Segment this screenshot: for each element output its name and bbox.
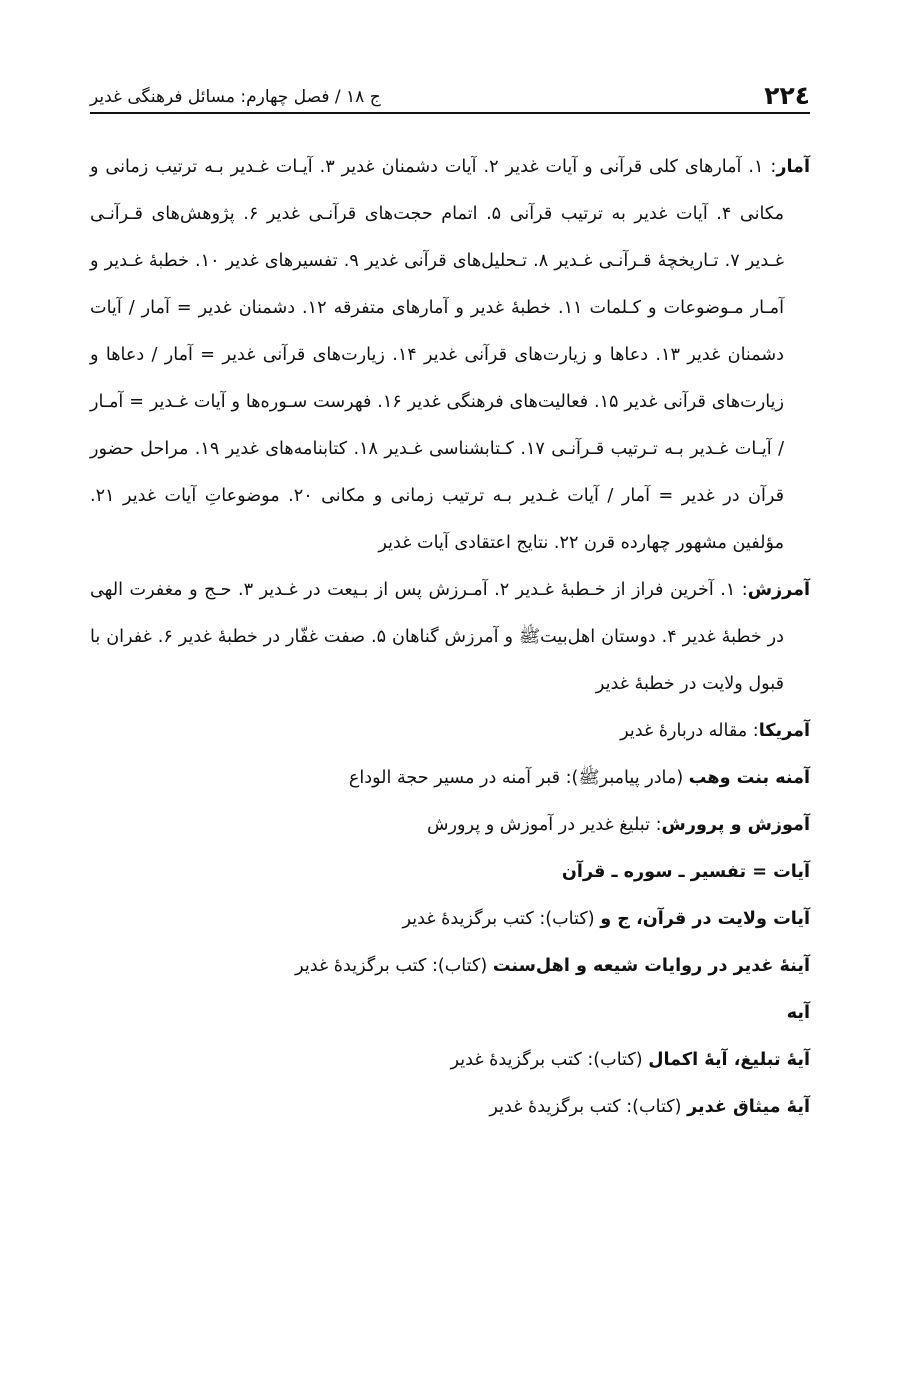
entry-term: آمرزش	[747, 580, 810, 600]
running-head: ج ۱۸ / فصل چهارم: مسائل فرهنگی غدیر	[90, 87, 381, 107]
entry-term: آمریکا	[758, 721, 810, 741]
index-entry-ayeh-misagh	[90, 1084, 810, 1131]
entry-term: آیهٔ تبلیغ، آیهٔ اکمال	[648, 1050, 810, 1070]
entry-term: آیات = تفسیر ـ سوره ـ قرآن	[561, 862, 810, 882]
index-entry-america	[90, 708, 810, 755]
index-entry-education	[90, 802, 810, 849]
index-entry-amar	[90, 144, 810, 567]
entry-text: : ۱. آخرین فراز از خـطبهٔ غـدیر ۲. آمـرزش پس از بـیعت در غـدیر ۳. حـج و مغفرت الهی در خطبهٔ غدیر ۴. دوستان اهل‌بیت‌ﷺ و آمرزش گناهان ۵. صفت غفّار در خطبهٔ غدیر ۶. غفران با قبول ولایت در خطبهٔ غدیر	[90, 580, 784, 694]
index-body	[90, 144, 810, 1131]
entry-term: آیه	[786, 1003, 810, 1023]
entry-text: (کتاب): کتب برگزیدهٔ غدیر	[295, 956, 493, 976]
entry-text: (کتاب): کتب برگزیدهٔ غدیر	[402, 909, 601, 929]
entry-term: آینهٔ غدیر در روایات شیعه و اهل‌سنت	[492, 956, 810, 976]
entry-text: (کتاب): کتب برگزیدهٔ غدیر	[489, 1097, 688, 1117]
entry-term: آمار	[776, 157, 810, 177]
entry-term: آیات ولایت در قرآن، ج و	[600, 909, 810, 929]
entry-text: (مادر پیامبرﷺ): قبر آمنه در مسیر حجة الوداع	[348, 768, 689, 788]
book-page	[90, 62, 810, 1131]
entry-text: (کتاب): کتب برگزیدهٔ غدیر	[450, 1050, 649, 1070]
index-entry-ameneh	[90, 755, 810, 802]
entry-term: آموزش و پرورش	[661, 815, 810, 835]
entry-text: : تبلیغ غدیر در آموزش و پرورش	[427, 815, 662, 835]
page-number: ۲۲٤	[764, 81, 810, 110]
index-entry-ayat-velayat	[90, 896, 810, 943]
index-entry-ayeneh-ghadir	[90, 943, 810, 990]
index-entry-ayat	[90, 849, 810, 896]
index-entry-ayeh	[90, 990, 810, 1037]
entry-text: : مقاله دربارهٔ غدیر	[620, 721, 759, 741]
entry-term: آمنه بنت وهب	[688, 768, 810, 788]
index-entry-ayeh-tabligh	[90, 1037, 810, 1084]
page-header	[90, 62, 810, 114]
index-entry-amorzesh	[90, 567, 810, 708]
entry-text: : ۱. آمارهای کلی قرآنی و آیات غدیر ۲. آیات دشمنان غدیر ۳. آیـات غـدیر بـه ترتیب زمانی و مکانی ۴. آیات غدیر به ترتیب قرآنی ۵. اتمام حجت‌های قرآنـی غدیر ۶. پژوهش‌های قـرآنـی غـدیر ۷. تـاریخچهٔ قـرآنـی غـدیر ۸. تـحلیل‌های قرآنی غدیر ۹. تفسیرهای غدیر ۱۰. خطبهٔ غـدیر و آمـار مـوضوعات و کـلمات ۱۱. خطبهٔ غدیر و آمارهای متفرقه ۱۲. دشمنان غدیر = آمار / آیات دشمنان غدیر ۱۳. دعاها و زیارت‌های قرآنی غدیر ۱۴. زیارت‌های قرآنی غدیر = آمار / دعاها و زیارت‌های قرآنی غدیر ۱۵. فعالیت‌های فرهنگی غدیر ۱۶. فهرست سـوره‌ها و آیات غـدیر = آمـار / آیـات غـدیر بـه تـرتیب قـرآنـی ۱۷. کـتابشناسی غـدیر ۱۸. کتابنامه‌های غدیر ۱۹. مراحل حضور قرآن در غدیر = آمار / آیات غـدیر بـه ترتیب زمانی و مکانی ۲۰. موضوعاتِ آیات غدیر ۲۱. مؤلفین مشهور چهارده قرن ۲۲. نتایج اعتقادی آیات غدیر	[90, 157, 784, 553]
entry-term: آیهٔ میثاق غدیر	[687, 1097, 810, 1117]
